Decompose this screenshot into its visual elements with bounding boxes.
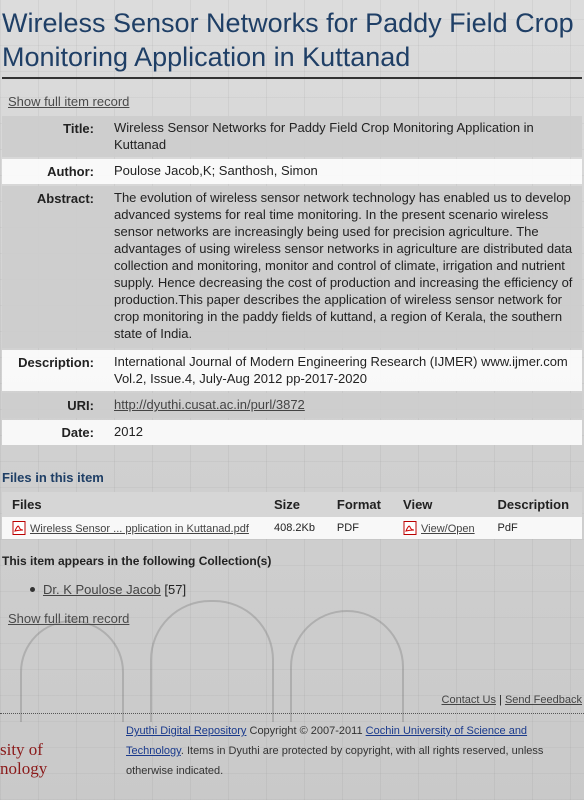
uri-link[interactable]: http://dyuthi.cusat.ac.in/purl/3872: [114, 397, 305, 412]
collections-heading: This item appears in the following Collection(s): [2, 554, 272, 568]
metadata-value: International Journal of Modern Engineering Research (IJMER) www.ijmer.com Vol.2, Issue.4, July-Aug 2012 pp-2017-2020: [100, 350, 582, 391]
collection-item: [30, 582, 186, 597]
metadata-value: The evolution of wireless sensor network technology has enabled us to develop advanced systems for real time monitoring. In the present scenario wireless sensor networks are increasingly being used for precision agriculture. The advantages of using wireless sensor networks in agriculture are distributed data collection and monitoring, monitor and control of climate, irrigation and nutrient supply. Hence decreasing the cost of production and increasing the efficiency of production.This paper describes the application of wireless sensor network for crop monitoring in the paddy fields of kuttand, a region of Kerala, the southern state of India.: [100, 186, 582, 348]
repository-link[interactable]: Dyuthi Digital Repository: [126, 725, 247, 737]
files-table: [2, 492, 582, 539]
contact-us-link[interactable]: Contact Us: [441, 694, 496, 706]
metadata-label: Date:: [2, 420, 100, 445]
metadata-table: [2, 116, 582, 445]
metadata-label: Abstract:: [2, 186, 100, 348]
metadata-label: URI:: [2, 393, 100, 418]
university-link[interactable]: Cochin University of Science and: [365, 725, 528, 737]
footer-divider: [0, 713, 584, 714]
file-size: 408.2Kb: [264, 517, 327, 539]
metadata-value: Wireless Sensor Networks for Paddy Field Crop Monitoring Application in Kuttanad: [100, 116, 582, 157]
pdf-icon: [403, 521, 417, 535]
background-arch: [150, 600, 274, 722]
collection-link[interactable]: Dr. K Poulose Jacob: [43, 582, 161, 597]
logo-line: nology: [0, 759, 48, 778]
file-download-link[interactable]: Wireless Sensor ... pplication in Kuttanad.pdf: [30, 523, 249, 535]
university-logo: [0, 740, 47, 778]
file-row: [2, 517, 582, 539]
files-header-row: [2, 492, 582, 517]
metadata-row-uri: [2, 393, 582, 418]
footer-separator: |: [499, 694, 502, 706]
metadata-value: 2012: [100, 420, 582, 445]
description-header: Description: [488, 492, 582, 517]
file-format: PDF: [327, 517, 393, 539]
format-header: Format: [327, 492, 393, 517]
metadata-row-title: [2, 116, 582, 157]
background-arch: [290, 610, 404, 722]
rights-text: . Items in Dyuthi are protected by copyright, with all rights reserved, unless otherwise indicated.: [126, 745, 544, 777]
metadata-value: Poulose Jacob,K; Santhosh, Simon: [100, 159, 582, 184]
file-description: PdF: [488, 517, 582, 539]
bullet-icon: [30, 587, 35, 592]
copyright-text: Copyright © 2007-2011: [246, 725, 366, 737]
show-full-record-link-bottom[interactable]: Show full item record: [8, 611, 130, 626]
metadata-label: Description:: [2, 350, 100, 391]
pdf-icon: [12, 521, 26, 535]
metadata-row-description: [2, 350, 582, 391]
page-title: Wireless Sensor Networks for Paddy Field Crop Monitoring Application in Kuttanad: [2, 6, 582, 79]
size-header: Size: [264, 492, 327, 517]
view-open-link[interactable]: View/Open: [421, 523, 475, 535]
show-full-record-link[interactable]: Show full item record: [8, 94, 130, 109]
collection-count: [57]: [164, 582, 187, 597]
background-arch: [20, 620, 124, 722]
metadata-label: Author:: [2, 159, 100, 184]
logo-line: sity of: [0, 740, 43, 759]
university-link-cont[interactable]: Technology: [126, 745, 181, 757]
files-section-heading: Files in this item: [2, 470, 104, 485]
metadata-label: Title:: [2, 116, 100, 157]
metadata-row-author: [2, 159, 582, 184]
footer-copyright: [126, 721, 566, 781]
files-header: Files: [2, 492, 264, 517]
metadata-row-date: [2, 420, 582, 445]
send-feedback-link[interactable]: Send Feedback: [504, 694, 582, 706]
footer-links: [442, 694, 582, 706]
metadata-row-abstract: [2, 186, 582, 348]
view-header: View: [393, 492, 488, 517]
